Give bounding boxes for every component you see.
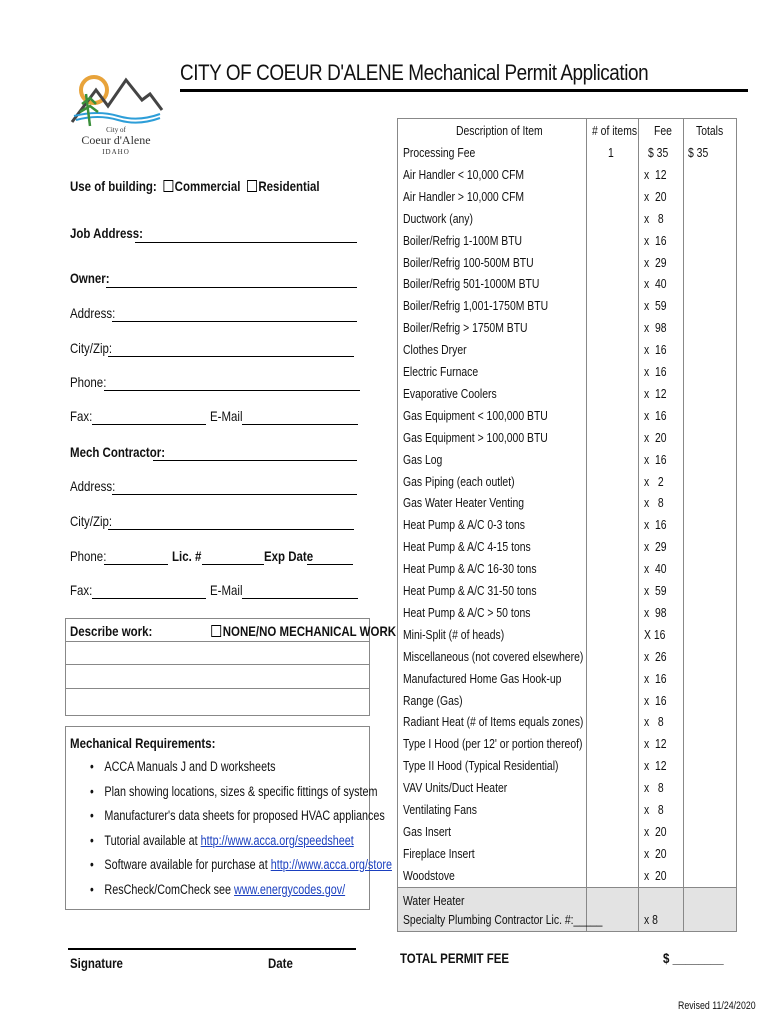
fee-row-description: Boiler/Refrig 100-500M BTU	[403, 255, 534, 270]
residential-label: Residential	[258, 178, 320, 194]
owner-field[interactable]	[106, 287, 357, 288]
requirement-text: Tutorial available at	[104, 832, 201, 848]
logo-city-name: Coeur d'Alene	[81, 133, 151, 147]
contractor-phone-label: Phone:	[70, 548, 107, 564]
fee-row-fee: x 16	[644, 671, 667, 686]
fee-row-description: Range (Gas)	[403, 693, 463, 708]
fee-row-description: VAV Units/Duct Heater	[403, 780, 508, 795]
job-address-label: Job Address:	[70, 225, 143, 241]
fee-row-description: Boiler/Refrig 1,001-1750M BTU	[403, 298, 549, 313]
mechanical-requirements-title: Mechanical Requirements:	[70, 735, 216, 751]
mechanical-requirements-box	[65, 726, 392, 910]
fee-row-fee: x 8	[644, 802, 664, 817]
use-of-building-row	[70, 178, 320, 194]
fee-row-description: Electric Furnace	[403, 364, 479, 379]
exp-date-field[interactable]	[307, 564, 353, 565]
fee-row-fee: x 20	[644, 846, 667, 861]
page-title: CITY OF COEUR D'ALENE Mechanical Permit Application	[180, 60, 649, 85]
owner-phone-label: Phone:	[70, 374, 107, 390]
fee-row-fee: x 29	[644, 539, 667, 554]
requirement-item	[90, 784, 378, 799]
fee-row-description: Processing Fee	[403, 145, 476, 160]
fee-row-fee: x 16	[644, 364, 667, 379]
bullet-icon: •	[90, 881, 94, 897]
city-logo	[68, 70, 164, 160]
owner-email-label: E-Mail	[210, 408, 243, 424]
fee-row-description: Gas Equipment < 100,000 BTU	[403, 408, 548, 423]
water-heater-label: Water Heater	[403, 893, 465, 908]
requirement-link[interactable]: http://www.acca.org/speedsheet	[200, 832, 354, 848]
fee-row-description: Manufactured Home Gas Hook-up	[403, 671, 562, 686]
water-heater-fee: x 8	[644, 912, 658, 927]
column-divider	[638, 119, 639, 931]
fee-row-fee: x 16	[644, 452, 667, 467]
fee-row-description: Gas Equipment > 100,000 BTU	[403, 430, 548, 445]
revised-date: Revised 11/24/2020	[678, 1000, 756, 1012]
fee-row-fee: x 20	[644, 868, 667, 883]
fee-row-description: Fireplace Insert	[403, 846, 475, 861]
contractor-fax-field[interactable]	[92, 598, 206, 599]
column-divider	[683, 119, 684, 931]
fee-row-total[interactable]: $ 35	[688, 145, 709, 160]
mech-contractor-label: Mech Contractor:	[70, 444, 166, 460]
contractor-fax-label: Fax:	[70, 582, 93, 598]
owner-address-field[interactable]	[112, 321, 357, 322]
fee-row-fee: x 59	[644, 583, 667, 598]
fee-row-fee: x 20	[644, 824, 667, 839]
fee-row-fee: X 16	[644, 627, 666, 642]
lic-label: Lic. #	[172, 548, 202, 564]
fee-row-fee: x 98	[644, 605, 667, 620]
requirement-item	[90, 808, 385, 823]
signature-line[interactable]	[68, 948, 356, 950]
fee-table	[397, 118, 737, 932]
fee-row-fee: x 29	[644, 255, 667, 270]
contractor-cityzip-field[interactable]	[108, 529, 354, 530]
logo-city-of: City of	[106, 126, 126, 134]
bullet-icon: •	[90, 832, 94, 848]
water-heater-items-input[interactable]	[587, 888, 637, 930]
fee-row-description: Evaporative Coolers	[403, 386, 497, 401]
fee-row-description: Woodstove	[403, 868, 455, 883]
fee-row-description: Radiant Heat (# of Items equals zones)	[403, 714, 584, 729]
describe-work-line-3[interactable]	[67, 689, 368, 714]
fee-row-description: Clothes Dryer	[403, 342, 467, 357]
fee-row-fee: x 16	[644, 342, 667, 357]
header-num-items: # of items	[592, 123, 638, 138]
fee-row-fee: x 26	[644, 649, 667, 664]
describe-work-line-2[interactable]	[67, 665, 368, 687]
requirement-item	[90, 759, 275, 774]
fee-row-fee: x 40	[644, 276, 667, 291]
owner-cityzip-label: City/Zip:	[70, 340, 113, 356]
describe-work-label: Describe work:	[70, 623, 153, 639]
describe-work-line-1[interactable]	[67, 642, 368, 663]
fee-row-description: Type II Hood (Typical Residential)	[403, 758, 559, 773]
job-address-field[interactable]	[135, 242, 357, 243]
owner-fax-label: Fax:	[70, 408, 93, 424]
mountain-logo-icon	[68, 70, 164, 132]
fee-row-num-items[interactable]: 1	[608, 145, 614, 160]
fee-row-description: Heat Pump & A/C > 50 tons	[403, 605, 531, 620]
owner-cityzip-field[interactable]	[108, 356, 354, 357]
none-checkbox[interactable]	[211, 625, 221, 637]
requirement-link[interactable]: www.energycodes.gov/	[234, 881, 346, 897]
fee-row-fee: x 20	[644, 189, 667, 204]
fee-row-description: Boiler/Refrig > 1750M BTU	[403, 320, 528, 335]
fee-row-description: Heat Pump & A/C 0-3 tons	[403, 517, 525, 532]
contractor-email-field[interactable]	[242, 598, 358, 599]
fee-row-fee: x 12	[644, 736, 667, 751]
fee-row-fee: $ 35	[648, 145, 669, 160]
requirement-text: Plan showing locations, sizes & specific fittings of system	[104, 783, 378, 799]
exp-date-label: Exp Date	[264, 548, 314, 564]
owner-fax-field[interactable]	[92, 424, 206, 425]
fee-row-description: Gas Water Heater Venting	[403, 495, 525, 510]
fee-row-description: Mini-Split (# of heads)	[403, 627, 505, 642]
requirement-text: Software available for purchase at	[104, 857, 271, 872]
column-divider	[586, 119, 587, 931]
fee-row-fee: x 8	[644, 495, 664, 510]
total-permit-fee-label: TOTAL PERMIT FEE	[400, 950, 510, 966]
owner-label: Owner:	[70, 270, 110, 286]
fee-row-fee: x 98	[644, 320, 667, 335]
requirement-item	[90, 833, 354, 848]
lic-field[interactable]	[202, 564, 264, 565]
fee-row-description: Heat Pump & A/C 4-15 tons	[403, 539, 531, 554]
header-fee: Fee	[654, 123, 672, 138]
requirement-item	[90, 857, 392, 872]
mech-contractor-field[interactable]	[153, 460, 357, 461]
signature-label: Signature	[70, 955, 123, 971]
fee-row-fee: x 12	[644, 167, 667, 182]
fee-row-description: Gas Log	[403, 452, 443, 467]
fee-row-description: Boiler/Refrig 501-1000M BTU	[403, 276, 540, 291]
contractor-address-label: Address:	[70, 478, 116, 494]
fee-row-fee: x 16	[644, 408, 667, 423]
logo-state: IDAHO	[102, 148, 130, 156]
none-option	[208, 623, 396, 639]
contractor-email-label: E-Mail	[210, 582, 243, 598]
use-of-building-label: Use of building:	[70, 178, 157, 194]
fee-row-description: Air Handler > 10,000 CFM	[403, 189, 525, 204]
commercial-checkbox[interactable]	[163, 180, 173, 192]
fee-row-fee: x 8	[644, 211, 664, 226]
header-totals: Totals	[696, 123, 724, 138]
fee-row-description: Heat Pump & A/C 16-30 tons	[403, 561, 537, 576]
describe-work-table	[65, 618, 397, 716]
water-heater-total-input[interactable]	[684, 888, 735, 930]
fee-row-description: Heat Pump & A/C 31-50 tons	[403, 583, 537, 598]
fee-row-description: Boiler/Refrig 1-100M BTU	[403, 233, 523, 248]
none-label: NONE/NO MECHANICAL WORK	[222, 623, 397, 639]
contractor-cityzip-label: City/Zip:	[70, 513, 113, 529]
requirement-item	[90, 882, 345, 897]
fee-row-description: Miscellaneous (not covered elsewhere)	[403, 649, 584, 664]
fee-row-fee: x 16	[644, 233, 667, 248]
date-label: Date	[268, 955, 293, 971]
bullet-icon: •	[90, 857, 94, 872]
requirement-text: ACCA Manuals J and D worksheets	[104, 759, 276, 774]
specialty-plumbing-label: Specialty Plumbing Contractor Lic. #:_____	[403, 912, 603, 927]
fee-row-fee: x 40	[644, 561, 667, 576]
fee-row-fee: x 12	[644, 386, 667, 401]
residential-checkbox[interactable]	[247, 180, 257, 192]
bullet-icon: •	[90, 783, 94, 799]
fee-row-fee: x 2	[644, 474, 664, 489]
fee-row-fee: x 16	[644, 693, 667, 708]
title-underline	[180, 89, 748, 92]
owner-address-label: Address:	[70, 305, 116, 321]
fee-row-description: Ventilating Fans	[403, 802, 478, 817]
header-description: Description of Item	[456, 123, 543, 138]
fee-row-fee: x 12	[644, 758, 667, 773]
fee-row-description: Ductwork (any)	[403, 211, 473, 226]
fee-row-fee: x 16	[644, 517, 667, 532]
requirement-text: ResCheck/ComCheck see	[104, 881, 235, 897]
contractor-phone-field[interactable]	[104, 564, 168, 565]
fee-row-fee: x 8	[644, 714, 664, 729]
fee-row-description: Gas Piping (each outlet)	[403, 474, 515, 489]
fee-row-description: Air Handler < 10,000 CFM	[403, 167, 525, 182]
fee-row-fee: x 8	[644, 780, 664, 795]
fee-row-description: Type I Hood (per 12' or portion thereof)	[403, 736, 583, 751]
bullet-icon: •	[90, 759, 94, 774]
bullet-icon: •	[90, 808, 94, 823]
total-permit-fee-value[interactable]: $ ________	[663, 950, 724, 966]
owner-phone-field[interactable]	[104, 390, 360, 391]
fee-row-description: Gas Insert	[403, 824, 451, 839]
fee-row-fee: x 59	[644, 298, 667, 313]
contractor-address-field[interactable]	[112, 494, 357, 495]
commercial-label: Commercial	[174, 178, 241, 194]
owner-email-field[interactable]	[242, 424, 358, 425]
requirement-link[interactable]: http://www.acca.org/store	[270, 857, 392, 872]
fee-row-fee: x 20	[644, 430, 667, 445]
requirement-text: Manufacturer's data sheets for proposed HVAC appliances	[104, 808, 385, 823]
